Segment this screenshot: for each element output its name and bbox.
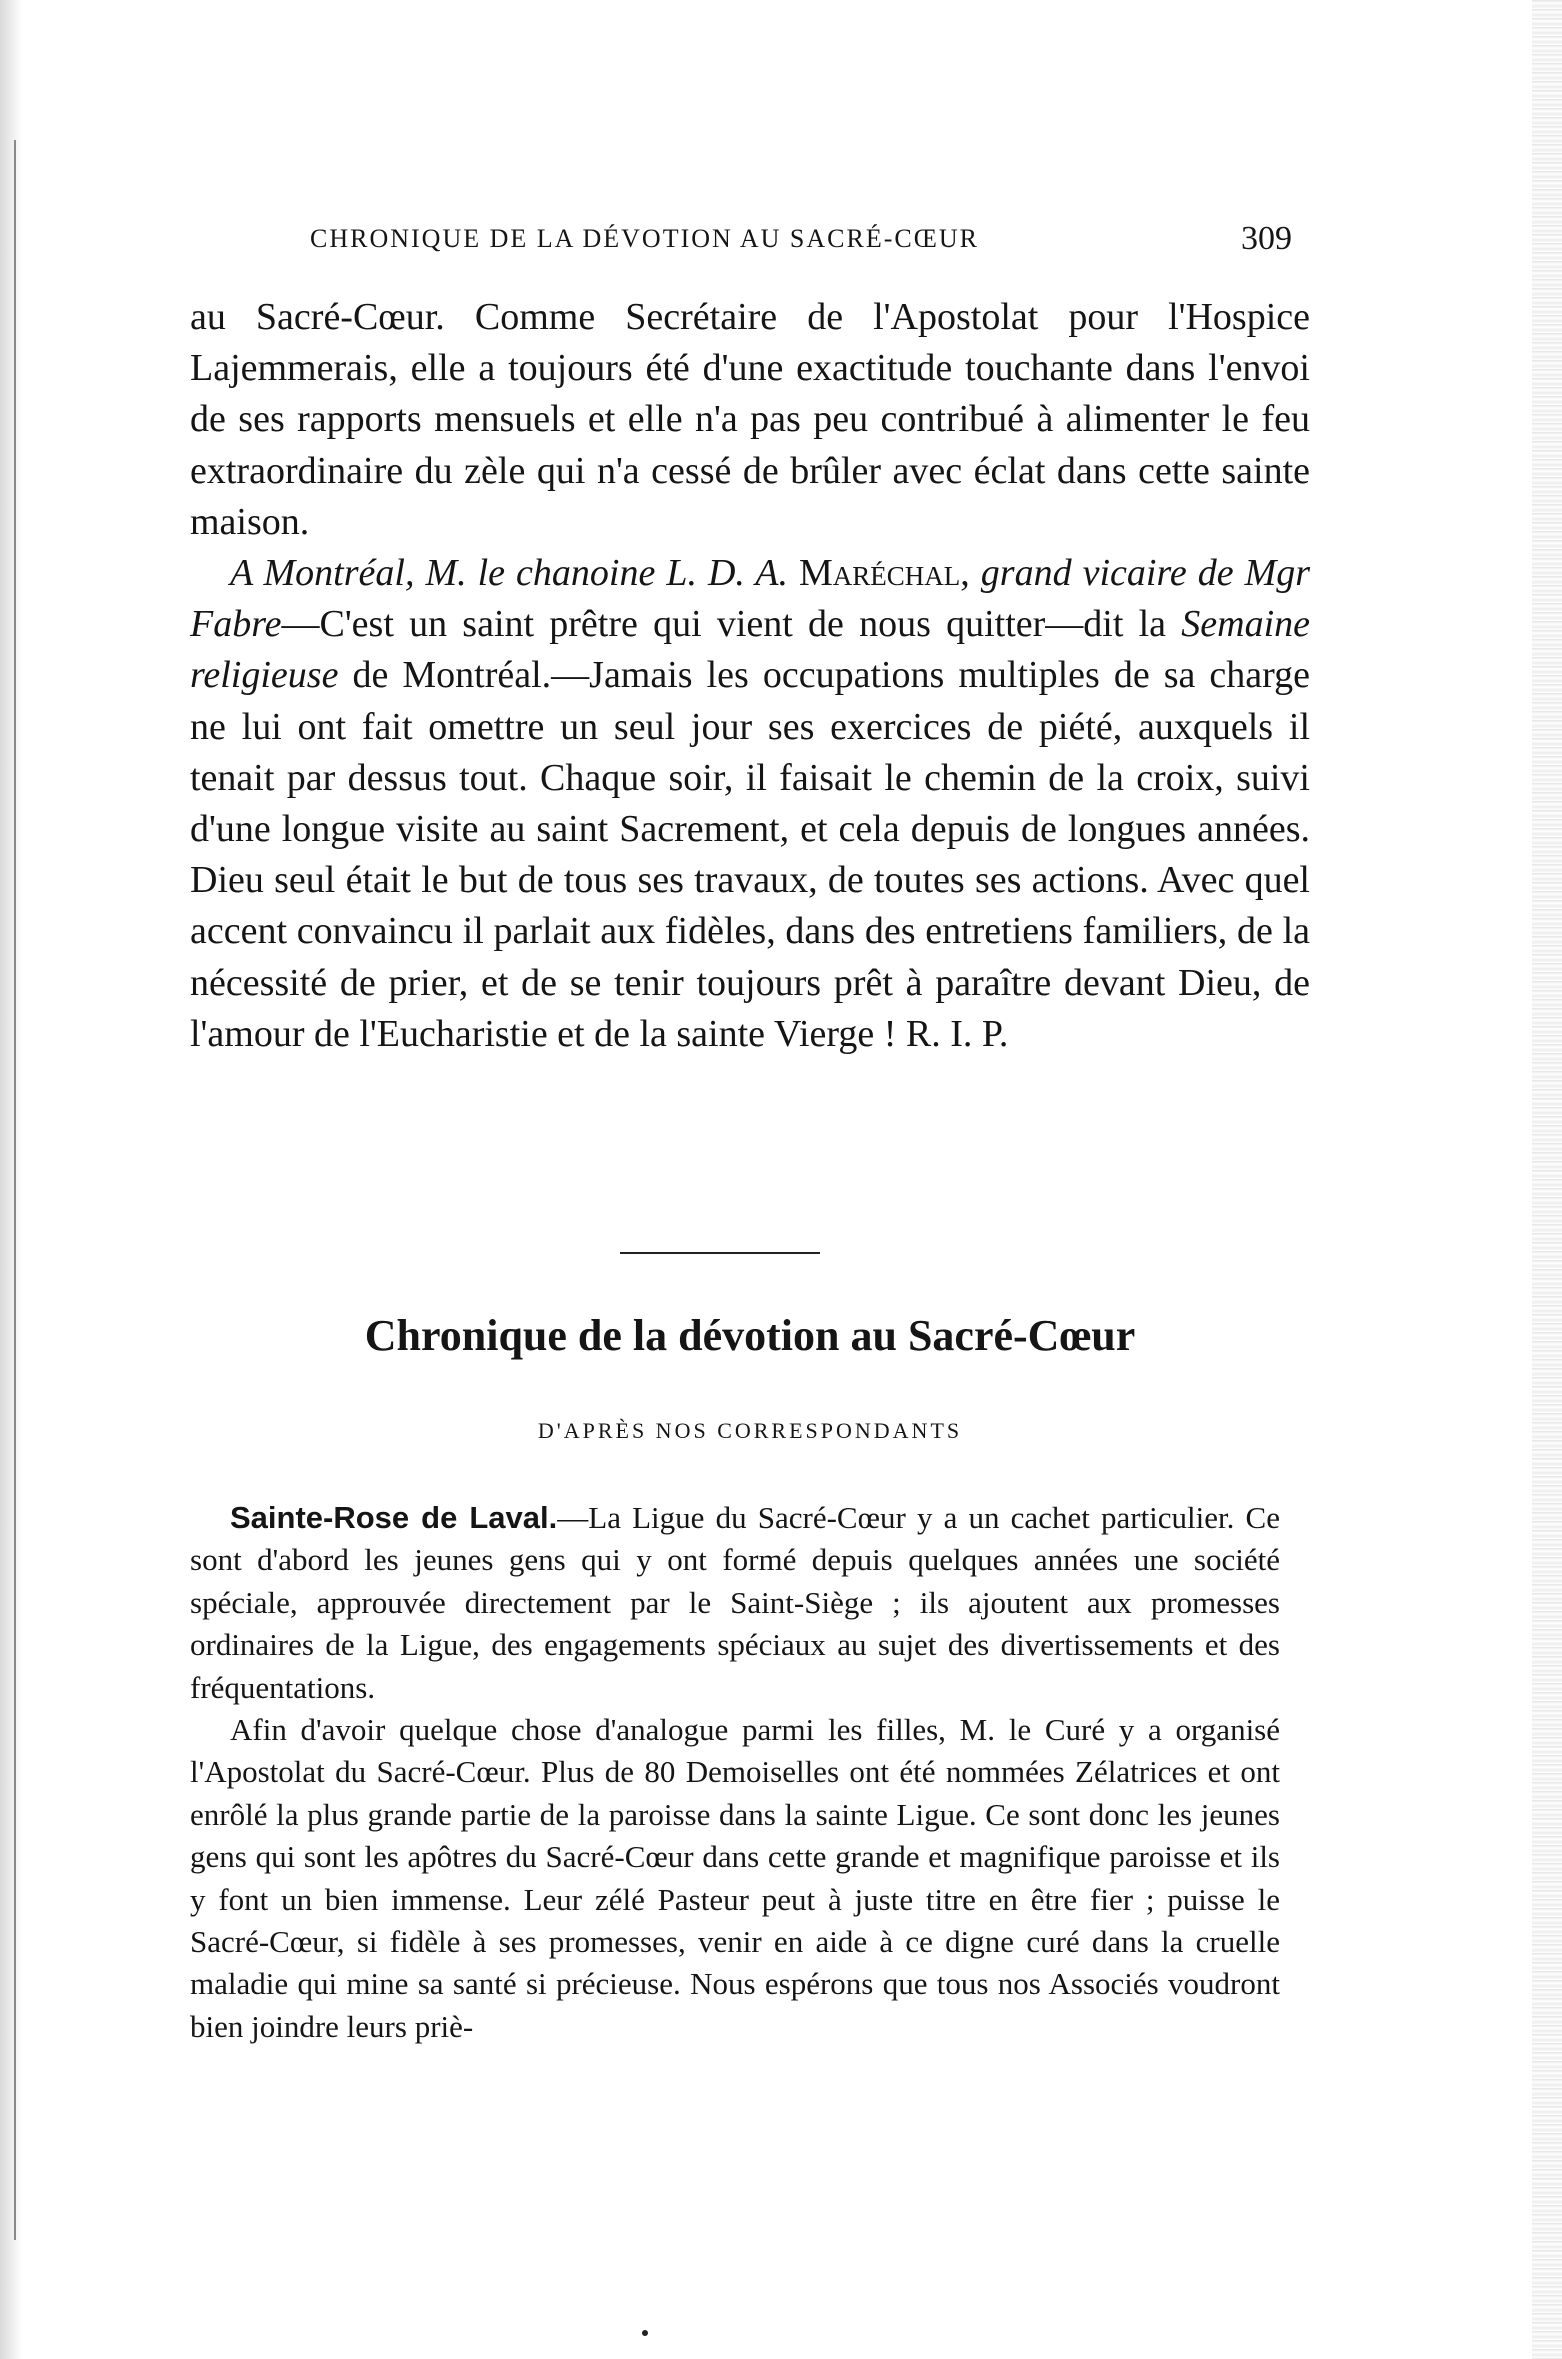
running-head bbox=[310, 220, 1310, 260]
paragraph-apostolat: Afin d'avoir quelque chose d'analogue parmi les filles, M. le Curé y a organisé l'Apostolat du Sacré-Cœur. Plus de 80 Demoiselles ont été nommées Zélatrices et ont enrôlé la plus grande partie de la paroisse dans la sainte Ligue. Ce sont donc les jeunes gens qui sont les apôtres du Sacré-Cœur dans cette grande et magnifique paroisse et ils y font un bien immense. Leur zélé Pasteur peut à juste titre en être fier ; puisse le Sacré-Cœur, si fidèle à ses promesses, venir en aide à ce digne curé dans la cruelle maladie qui mine sa santé si précieuse. Nous espérons que tous nos Associés voudront bien joindre leurs priè- bbox=[190, 1712, 1280, 2044]
obituary-place-name: A Montréal, M. le chanoine L. D. A. bbox=[230, 552, 799, 595]
obituary-separator: , bbox=[960, 552, 981, 595]
paragraph-marechal bbox=[190, 548, 1310, 1060]
paragraph-lead-place: Sainte-Rose de Laval. bbox=[230, 1500, 558, 1535]
running-title: CHRONIQUE DE LA DÉVOTION AU SACRÉ-CŒUR bbox=[310, 224, 979, 253]
obituary-surname: Maréchal bbox=[798, 552, 961, 595]
obituary-text-1: —C'est un saint prêtre qui vient de nous quitter—dit la bbox=[281, 603, 1182, 646]
section-subtitle: D'APRÈS NOS CORRESPONDANTS bbox=[537, 1418, 963, 1443]
scan-binding-line bbox=[14, 140, 16, 2240]
paragraph-sainte-rose-text: —La Ligue du Sacré-Cœur y a un cachet particulier. Ce sont d'abord les jeunes gens qui y ont formé depuis quelques années une société spéciale, approuvée directement par le Saint-Siège ; ils ajoutent aux promesses ordinaires de la Ligue, des engagements spéciaux au sujet des divertissements et des fréquentations. bbox=[190, 1500, 1280, 1705]
section-title: Chronique de la dévotion au Sacré-Cœur bbox=[364, 1311, 1136, 1360]
chronicle-body bbox=[190, 1497, 1280, 2048]
print-speck bbox=[642, 2330, 648, 2336]
journal-name: Semaine religieuse bbox=[190, 603, 1310, 697]
paragraph-sainte-rose bbox=[190, 1497, 1280, 1709]
section-divider-rule bbox=[620, 1252, 820, 1254]
obituary-title: grand vicaire de Mgr Fabre bbox=[190, 552, 1311, 646]
paragraph-hospice: au Sacré-Cœur. Comme Secrétaire de l'Apostolat pour l'Hospice Lajemmerais, elle a toujours été d'une exactitude touchante dans l'envoi de ses rapports mensuels et elle n'a pas peu contribué à alimenter le feu extraordinaire du zèle qui n'a cessé de brûler avec éclat dans cette sainte maison. bbox=[190, 296, 1310, 543]
book-page bbox=[190, 0, 1310, 2359]
obituary-text-2: de Montréal.—Jamais les occupations multiples de sa charge ne lui ont fait omettre un seul jour ses exercices de piété, auxquels il tenait par dessus tout. Chaque soir, il faisait le chemin de la croix, suivi d'une longue visite au saint Sacrement, et cela depuis de longues années. Dieu seul était le but de tous ses travaux, de toutes ses actions. Avec quel accent convaincu il parlait aux fidèles, dans des entretiens familiers, de la nécessité de prier, et de se tenir toujours prêt à paraître devant Dieu, de l'amour de l'Eucharistie et de la sainte Vierge ! R. I. P. bbox=[190, 654, 1310, 1055]
article-body-continued bbox=[190, 292, 1310, 1060]
scan-edge-left bbox=[0, 0, 22, 2359]
page-number: 309 bbox=[1241, 220, 1292, 257]
scan-edge-right bbox=[1532, 0, 1562, 2359]
